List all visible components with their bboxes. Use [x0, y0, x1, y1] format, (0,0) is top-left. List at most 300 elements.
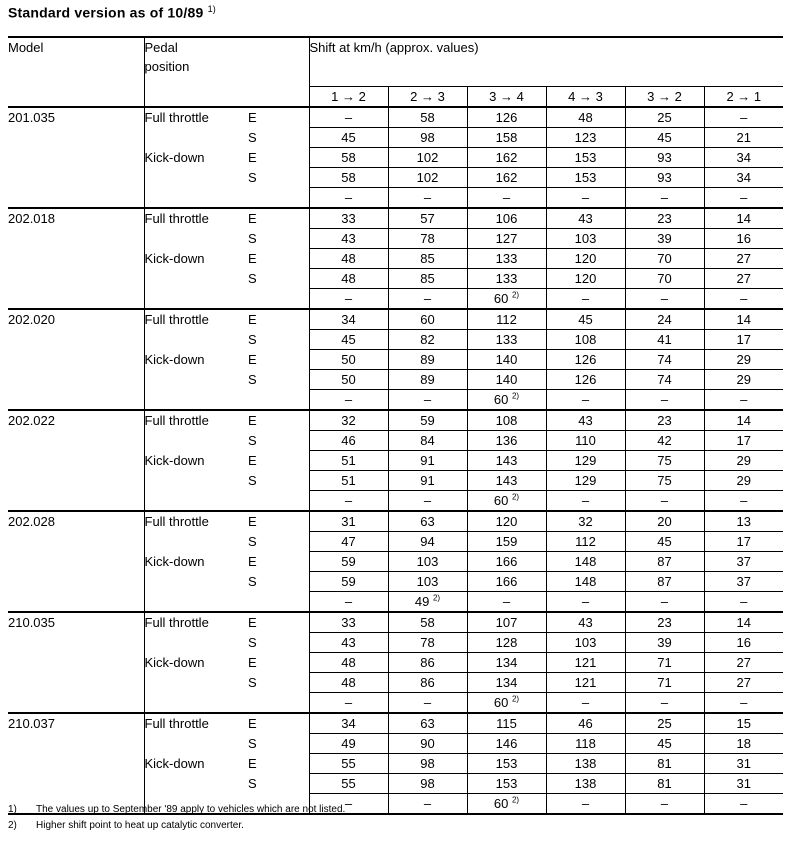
value-cell: 134 [467, 653, 546, 673]
version-cell: E [248, 653, 309, 673]
value-cell: – [625, 794, 704, 815]
value-cell: 60 [388, 309, 467, 330]
value-cell: – [546, 491, 625, 512]
model-cell: 202.020 [8, 309, 144, 410]
pedal-cell [144, 471, 248, 491]
value-cell: 51 [309, 451, 388, 471]
value-cell: 140 [467, 370, 546, 390]
value-cell: 29 [704, 350, 783, 370]
pedal-cell [144, 168, 248, 188]
version-cell [248, 592, 309, 613]
version-cell: E [248, 107, 309, 128]
pedal-cell: Full throttle [144, 514, 209, 530]
value-cell: 138 [546, 774, 625, 794]
value-cell: 59 [309, 572, 388, 592]
value-cell: 55 [309, 774, 388, 794]
value-cell: 120 [546, 269, 625, 289]
pedal-cell: Kick-down [144, 453, 205, 468]
version-cell: E [248, 249, 309, 269]
value-cell: 15 [704, 713, 783, 734]
value-cell: 136 [467, 431, 546, 451]
version-cell: S [248, 774, 309, 794]
value-cell: 60 $^{2)}$ [467, 491, 546, 512]
value-cell: 153 [467, 774, 546, 794]
value-cell: 140 [467, 350, 546, 370]
value-cell: 162 [467, 168, 546, 188]
gear-header: 3 → 2 [625, 87, 704, 108]
value-cell: 17 [704, 330, 783, 350]
value-cell: 25 [625, 107, 704, 128]
pedal-cell [144, 491, 248, 512]
value-cell: – [467, 188, 546, 209]
shift-points-table [8, 36, 783, 815]
value-cell: 20 [625, 511, 704, 532]
version-cell [248, 390, 309, 411]
value-cell: – [546, 390, 625, 411]
value-cell: 138 [546, 754, 625, 774]
value-cell: – [546, 592, 625, 613]
value-cell: 37 [704, 572, 783, 592]
pedal-header [144, 37, 309, 107]
version-cell: S [248, 168, 309, 188]
value-cell: – [388, 188, 467, 209]
value-cell: – [740, 190, 748, 205]
version-cell: S [248, 330, 309, 350]
value-cell: 17 [704, 431, 783, 451]
table-row [8, 410, 783, 431]
value-cell: – [309, 592, 388, 613]
value-cell: 14 [704, 309, 783, 330]
value-cell: 121 [546, 653, 625, 673]
pedal-cell [144, 693, 248, 714]
value-cell: 48 [309, 673, 388, 693]
value-cell: 31 [704, 774, 783, 794]
value-cell: 43 [309, 229, 388, 249]
value-cell: 60 $^{2)}$ [467, 390, 546, 411]
table-row [8, 713, 783, 734]
value-cell: 78 [388, 229, 467, 249]
value-cell: 153 [467, 754, 546, 774]
value-cell: – [625, 289, 704, 310]
value-cell: – [309, 289, 388, 310]
value-cell: 32 [546, 511, 625, 532]
page-title [8, 4, 216, 21]
pedal-cell [144, 774, 248, 794]
version-cell: S [248, 572, 309, 592]
pedal-cell [144, 431, 248, 451]
value-cell: 146 [467, 734, 546, 754]
value-cell: 16 [704, 229, 783, 249]
value-cell: 17 [704, 532, 783, 552]
value-cell: 60 $^{2)}$ [467, 794, 546, 815]
pedal-cell: Kick-down [144, 655, 205, 670]
value-cell: 129 [546, 451, 625, 471]
value-cell: 87 [625, 572, 704, 592]
value-cell: 31 [309, 511, 388, 532]
value-cell: – [388, 289, 467, 310]
pedal-cell [144, 532, 248, 552]
value-cell: – [388, 794, 467, 815]
value-cell: 129 [546, 471, 625, 491]
value-cell: 33 [309, 208, 388, 229]
value-cell: 90 [388, 734, 467, 754]
value-cell: 48 [309, 249, 388, 269]
value-cell: – [309, 188, 388, 209]
value-cell: 59 [309, 552, 388, 572]
value-cell: – [467, 592, 546, 613]
value-cell: 108 [546, 330, 625, 350]
footnote-2-mark: 2) [8, 820, 17, 831]
value-cell: 126 [467, 107, 546, 128]
value-cell: – [740, 493, 748, 508]
value-cell: 34 [309, 713, 388, 734]
value-cell: 43 [546, 410, 625, 431]
footnote-2 [8, 820, 244, 831]
version-cell: E [248, 410, 309, 431]
value-cell: 81 [625, 774, 704, 794]
model-cell: 202.028 [8, 511, 144, 612]
pedal-cell [144, 269, 248, 289]
value-cell: 86 [388, 653, 467, 673]
value-cell: 60 $^{2)}$ [467, 289, 546, 310]
pedal-header-line1: Pedal [144, 40, 178, 55]
title-text: Standard version as of 10/89 [8, 4, 204, 21]
value-cell: 51 [309, 471, 388, 491]
value-cell: 42 [625, 431, 704, 451]
version-cell [248, 693, 309, 714]
model-cell: 201.035 [8, 107, 144, 208]
pedal-cell: Full throttle [144, 615, 209, 631]
value-cell: 86 [388, 673, 467, 693]
value-cell: 29 [704, 370, 783, 390]
value-cell: 102 [388, 148, 467, 168]
pedal-cell [144, 370, 248, 390]
value-cell: – [546, 289, 625, 310]
value-cell: 148 [546, 552, 625, 572]
value-cell: 98 [388, 754, 467, 774]
value-cell: 45 [625, 128, 704, 148]
value-cell: 74 [625, 350, 704, 370]
value-cell: 166 [467, 552, 546, 572]
pedal-cell [144, 673, 248, 693]
value-cell: 39 [625, 633, 704, 653]
value-cell: 102 [388, 168, 467, 188]
value-cell: 158 [467, 128, 546, 148]
value-cell: 133 [467, 249, 546, 269]
value-cell: 133 [467, 330, 546, 350]
shift-header: Shift at km/h (approx. values) [309, 40, 479, 55]
value-cell: – [625, 491, 704, 512]
version-cell: S [248, 370, 309, 390]
value-cell: 29 [704, 451, 783, 471]
title-footnote-mark: 1) [207, 4, 216, 14]
version-cell: S [248, 269, 309, 289]
table-row [8, 309, 783, 330]
value-cell: – [740, 291, 748, 306]
version-cell: S [248, 673, 309, 693]
value-cell: 78 [388, 633, 467, 653]
value-cell: – [309, 693, 388, 714]
value-cell: 159 [467, 532, 546, 552]
value-cell: – [388, 693, 467, 714]
value-cell: 126 [546, 370, 625, 390]
pedal-cell [144, 572, 248, 592]
value-cell: 94 [388, 532, 467, 552]
version-cell: S [248, 431, 309, 451]
value-cell: 153 [546, 168, 625, 188]
value-cell: 45 [625, 734, 704, 754]
value-cell: 74 [625, 370, 704, 390]
value-cell: 58 [388, 107, 467, 128]
pedal-cell: Kick-down [144, 554, 205, 569]
value-cell: 123 [546, 128, 625, 148]
value-cell: 143 [467, 471, 546, 491]
pedal-cell [144, 128, 248, 148]
footnote-1-text: The values up to September '89 apply to vehicles which are not listed. [36, 804, 346, 815]
pedal-cell: Full throttle [144, 110, 209, 126]
value-cell: 98 [388, 128, 467, 148]
value-cell: 58 [388, 612, 467, 633]
value-cell: 108 [467, 410, 546, 431]
pedal-cell: Kick-down [144, 756, 205, 771]
value-cell: 103 [388, 552, 467, 572]
pedal-cell: Full throttle [144, 413, 209, 429]
value-cell: 41 [625, 330, 704, 350]
footnote-1-mark: 1) [8, 804, 17, 815]
model-cell: 210.035 [8, 612, 144, 713]
version-cell: S [248, 633, 309, 653]
value-cell: 23 [625, 410, 704, 431]
version-cell: E [248, 713, 309, 734]
value-cell: – [625, 390, 704, 411]
version-cell [248, 491, 309, 512]
version-cell: E [248, 309, 309, 330]
version-cell: E [248, 148, 309, 168]
value-cell: 45 [625, 532, 704, 552]
value-cell: – [546, 794, 625, 815]
pedal-cell: Full throttle [144, 211, 209, 227]
value-cell: 46 [546, 713, 625, 734]
value-cell: 14 [704, 410, 783, 431]
value-cell: 48 [309, 653, 388, 673]
value-cell: 24 [625, 309, 704, 330]
value-cell: 60 $^{2)}$ [467, 693, 546, 714]
version-cell: E [248, 612, 309, 633]
model-cell: 202.018 [8, 208, 144, 309]
gear-header: 3 → 4 [467, 87, 546, 108]
value-cell: 148 [546, 572, 625, 592]
value-cell: 58 [309, 168, 388, 188]
value-cell: 48 [546, 107, 625, 128]
value-cell: – [625, 188, 704, 209]
value-cell: 93 [625, 148, 704, 168]
value-cell: 50 [309, 350, 388, 370]
pedal-cell: Full throttle [144, 716, 209, 732]
value-cell: 110 [546, 431, 625, 451]
value-cell: 121 [546, 673, 625, 693]
model-header: Model [8, 37, 144, 107]
value-cell: 153 [546, 148, 625, 168]
value-cell: 27 [704, 249, 783, 269]
model-cell: 202.022 [8, 410, 144, 511]
version-cell [248, 289, 309, 310]
value-cell: 34 [309, 309, 388, 330]
value-cell: 49 [309, 734, 388, 754]
version-cell: E [248, 350, 309, 370]
value-cell: 57 [388, 208, 467, 229]
value-cell: 47 [309, 532, 388, 552]
value-cell: 71 [625, 653, 704, 673]
value-cell: 85 [388, 269, 467, 289]
gear-header: 4 → 3 [546, 87, 625, 108]
model-cell: 210.037 [8, 713, 144, 814]
gear-header: 2 → 1 [704, 87, 783, 108]
value-cell: 70 [625, 269, 704, 289]
value-cell: 45 [309, 128, 388, 148]
table-row [8, 612, 783, 633]
version-cell: S [248, 471, 309, 491]
version-cell: S [248, 229, 309, 249]
value-cell: – [388, 491, 467, 512]
footnote-2-text: Higher shift point to heat up catalytic converter. [36, 820, 244, 831]
value-cell: – [740, 796, 748, 811]
value-cell: 91 [388, 451, 467, 471]
value-cell: 128 [467, 633, 546, 653]
value-cell: – [740, 392, 748, 407]
version-cell: S [248, 128, 309, 148]
value-cell: 14 [704, 612, 783, 633]
value-cell: 112 [467, 309, 546, 330]
value-cell: 43 [546, 612, 625, 633]
value-cell: 126 [546, 350, 625, 370]
pedal-cell: Kick-down [144, 150, 205, 165]
value-cell: 120 [546, 249, 625, 269]
version-cell: E [248, 511, 309, 532]
value-cell: – [625, 592, 704, 613]
value-cell: 70 [625, 249, 704, 269]
pedal-cell: Kick-down [144, 251, 205, 266]
value-cell: 48 [309, 269, 388, 289]
value-cell: 55 [309, 754, 388, 774]
pedal-cell [144, 592, 248, 613]
value-cell: 93 [625, 168, 704, 188]
pedal-cell: Full throttle [144, 312, 209, 328]
value-cell: 29 [704, 471, 783, 491]
value-cell: 49 $^{2)}$ [388, 592, 467, 613]
version-cell: E [248, 451, 309, 471]
pedal-cell [144, 229, 248, 249]
value-cell: 27 [704, 653, 783, 673]
pedal-cell [144, 390, 248, 411]
value-cell: 71 [625, 673, 704, 693]
version-cell: S [248, 532, 309, 552]
value-cell: 37 [704, 552, 783, 572]
table-body [8, 107, 783, 814]
value-cell: 118 [546, 734, 625, 754]
value-cell: 75 [625, 451, 704, 471]
pedal-cell [144, 734, 248, 754]
value-cell: 91 [388, 471, 467, 491]
value-cell: 115 [467, 713, 546, 734]
value-cell: 106 [467, 208, 546, 229]
value-cell: 21 [704, 128, 783, 148]
value-cell: – [309, 107, 388, 128]
gear-header: 1 → 2 [309, 87, 388, 108]
value-cell: 81 [625, 754, 704, 774]
value-cell: 43 [309, 633, 388, 653]
value-cell: 14 [704, 208, 783, 229]
version-cell: E [248, 552, 309, 572]
gear-header: 2 → 3 [388, 87, 467, 108]
value-cell: 89 [388, 370, 467, 390]
value-cell: 162 [467, 148, 546, 168]
value-cell: 45 [546, 309, 625, 330]
value-cell: 63 [388, 511, 467, 532]
value-cell: 103 [388, 572, 467, 592]
value-cell: 16 [704, 633, 783, 653]
pedal-cell: Kick-down [144, 352, 205, 367]
value-cell: 85 [388, 249, 467, 269]
value-cell: – [309, 491, 388, 512]
value-cell: 166 [467, 572, 546, 592]
value-cell: 103 [546, 229, 625, 249]
value-cell: 33 [309, 612, 388, 633]
pedal-cell [144, 330, 248, 350]
value-cell: 133 [467, 269, 546, 289]
value-cell: 45 [309, 330, 388, 350]
value-cell: 143 [467, 451, 546, 471]
version-cell: S [248, 734, 309, 754]
value-cell: 58 [309, 148, 388, 168]
value-cell: 34 [704, 148, 783, 168]
value-cell: 23 [625, 208, 704, 229]
value-cell: 84 [388, 431, 467, 451]
value-cell: 134 [467, 673, 546, 693]
value-cell: 25 [625, 713, 704, 734]
version-cell [248, 188, 309, 209]
value-cell: – [740, 594, 748, 609]
value-cell: 120 [467, 511, 546, 532]
value-cell: 31 [704, 754, 783, 774]
value-cell: – [704, 107, 783, 128]
version-cell: E [248, 208, 309, 229]
value-cell: 27 [704, 673, 783, 693]
value-cell: 18 [704, 734, 783, 754]
value-cell: – [309, 390, 388, 411]
value-cell: 127 [467, 229, 546, 249]
pedal-cell [144, 289, 248, 310]
value-cell: 82 [388, 330, 467, 350]
value-cell: 107 [467, 612, 546, 633]
value-cell: – [546, 693, 625, 714]
value-cell: 87 [625, 552, 704, 572]
value-cell: 63 [388, 713, 467, 734]
table-row [8, 208, 783, 229]
value-cell: – [388, 390, 467, 411]
value-cell: – [546, 188, 625, 209]
value-cell: 50 [309, 370, 388, 390]
table-row [8, 511, 783, 532]
value-cell: 13 [704, 511, 783, 532]
value-cell: – [625, 693, 704, 714]
value-cell: – [309, 794, 388, 815]
footnote-1 [8, 804, 345, 815]
value-cell: 43 [546, 208, 625, 229]
value-cell: 46 [309, 431, 388, 451]
value-cell: – [740, 695, 748, 710]
value-cell: 27 [704, 269, 783, 289]
value-cell: 89 [388, 350, 467, 370]
